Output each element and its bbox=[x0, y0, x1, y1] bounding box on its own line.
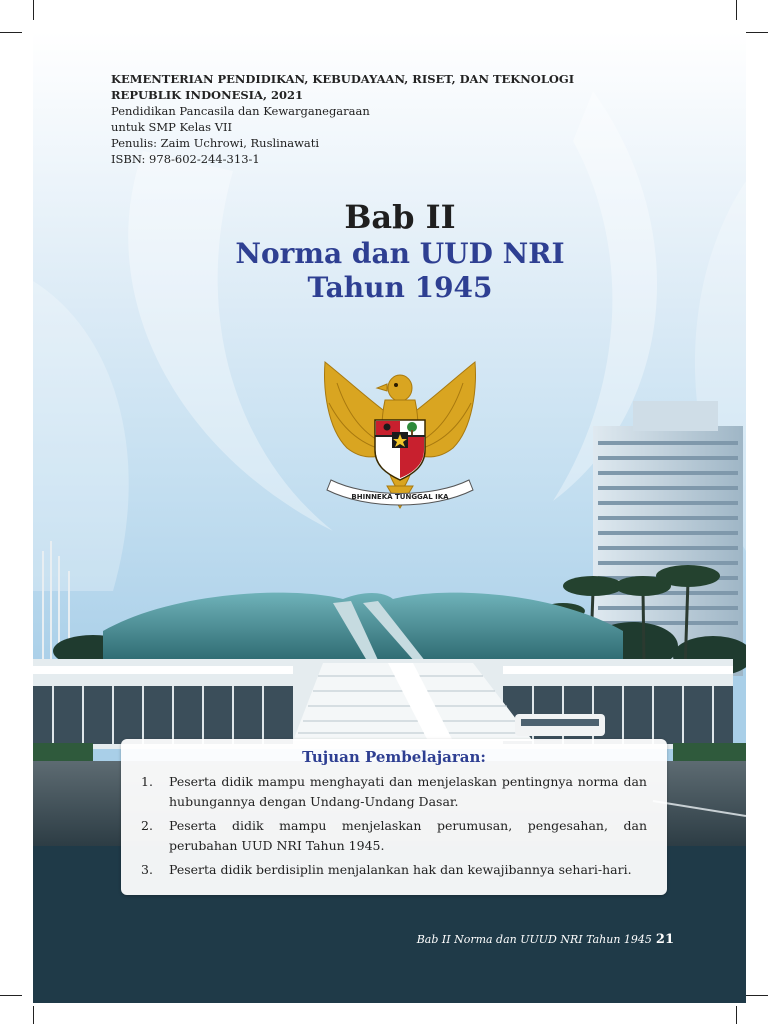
learning-objectives-box bbox=[121, 739, 667, 895]
list-item-number: 3. bbox=[141, 862, 153, 877]
crop-mark bbox=[736, 1006, 737, 1024]
garuda-pancasila-icon bbox=[317, 358, 483, 516]
isbn-line: ISBN: 978-602-244-313-1 bbox=[111, 152, 260, 166]
list-item bbox=[141, 860, 647, 880]
chapter-title-block bbox=[33, 197, 746, 305]
learning-objectives-list bbox=[121, 772, 667, 880]
emblem-motto: BHINNEKA TUNGGAL IKA bbox=[351, 493, 449, 501]
list-item-number: 2. bbox=[141, 818, 153, 833]
list-item-number: 1. bbox=[141, 774, 153, 789]
page-number: 21 bbox=[655, 932, 674, 947]
list-item bbox=[141, 816, 647, 856]
crop-mark bbox=[33, 1006, 34, 1024]
page-footer bbox=[417, 932, 674, 947]
book-title-line: Pendidikan Pancasila dan Kewarganegaraan bbox=[111, 104, 370, 118]
book-page bbox=[33, 31, 746, 1003]
list-item-text: Peserta didik mampu menghayati dan menjelaskan pentingnya norma dan hubungannya dengan Undang-Undang Dasar. bbox=[169, 774, 647, 809]
list-item-text: Peserta didik berdisiplin menjalankan hak dan kewajibannya sehari-hari. bbox=[169, 862, 632, 877]
chapter-number: Bab II bbox=[344, 198, 456, 236]
list-item bbox=[141, 772, 647, 812]
crop-mark bbox=[0, 995, 22, 996]
publisher-year-line: REPUBLIK INDONESIA, 2021 bbox=[111, 88, 303, 102]
learning-objectives-heading: Tujuan Pembelajaran: bbox=[302, 748, 486, 766]
list-item-text: Peserta didik mampu menjelaskan perumusan, pengesahan, dan perubahan UUD NRI Tahun 1945. bbox=[169, 818, 647, 853]
crop-mark bbox=[33, 0, 34, 20]
publisher-line: KEMENTERIAN PENDIDIKAN, KEBUDAYAAN, RISET, DAN TEKNOLOGI bbox=[111, 72, 575, 86]
publication-info bbox=[111, 71, 631, 167]
grade-line: untuk SMP Kelas VII bbox=[111, 120, 233, 134]
chapter-title-line2: Tahun 1945 bbox=[307, 271, 493, 304]
authors-line: Penulis: Zaim Uchrowi, Ruslinawati bbox=[111, 136, 320, 150]
crop-mark bbox=[746, 32, 768, 33]
chapter-title-line1: Norma dan UUD NRI bbox=[235, 237, 565, 270]
crop-mark bbox=[736, 0, 737, 20]
running-title: Bab II Norma dan UUUD NRI Tahun 1945 bbox=[416, 933, 652, 946]
crop-mark bbox=[0, 32, 22, 33]
crop-mark bbox=[746, 995, 768, 996]
